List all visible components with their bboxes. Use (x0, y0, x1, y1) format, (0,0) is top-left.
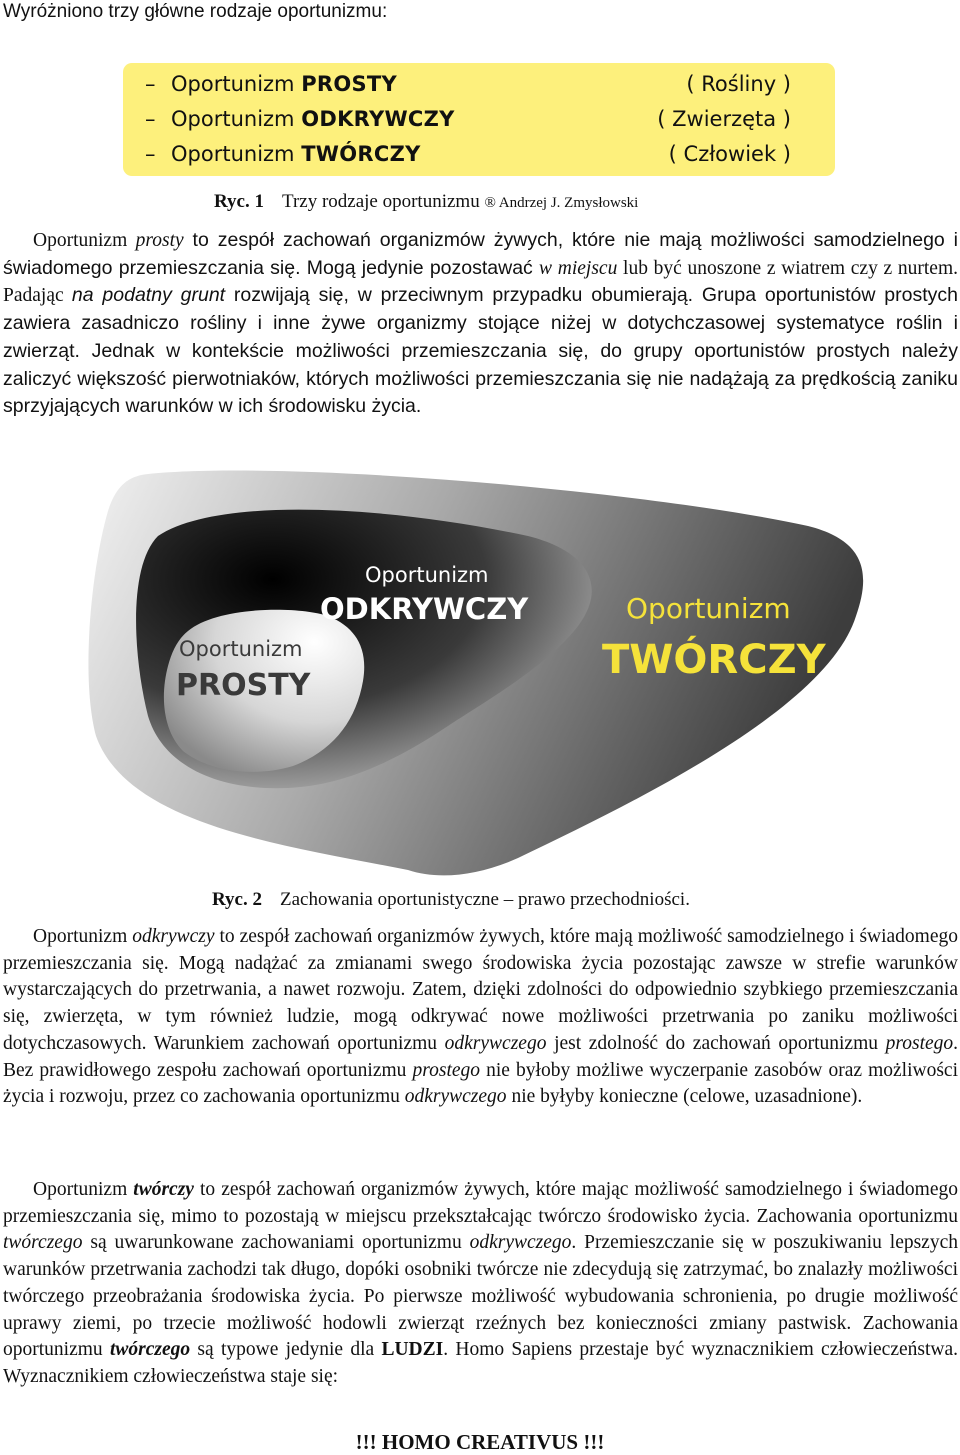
figure1-caption (214, 190, 638, 215)
term-italic: w miejscu (539, 257, 618, 279)
row-type: PROSTY (301, 72, 398, 96)
term-bold-italic: twórczy (133, 1179, 194, 1200)
row-type: TWÓRCZY (301, 142, 421, 166)
paragraph-tworczy (3, 1177, 958, 1391)
nested-opportunism-diagram (88, 466, 868, 878)
type-row-prosty (123, 68, 835, 102)
text-run: to zespół zachowań organizmów żywych, które mają możliwość samodzielnego i świadomego przemieszczania się. Mogą nadążać za zmianami swego środowiska życia pozostając zawsze w strefie warunków wystarczających do przetrwania, a nawet rozwoju. Zatem, dzięki zdolności do odpowiednio szybkiego przemieszczania się, zwierzęta, w tym również ludzie, mogą odkrywać nowe możliwości przetrwania po zaniku możliwości dotychczasowych. Warunkiem zachowań oportunizmu (3, 926, 959, 1054)
paragraph-odkrywczy (3, 924, 958, 1111)
text-run: rozwijają się, w przeciwnym przypadku obumierają. Grupa oportunistów prostych zawiera zasadniczo rośliny i inne żywe organizmy stojące niżej w dotychczasowej systematyce roślin i zwierząt. Jednak w kontekście możliwości przemieszczania się, do grupy oportunistów prostych należy zaliczyć większość pierwotniaków, których możliwości przemieszczania się nie nadążają za prędkością zaniku sprzyjających warunków w ich środowisku życia. (3, 284, 958, 418)
opportunism-types-box (123, 63, 835, 176)
prosty-line2: PROSTY (176, 668, 311, 703)
text-run: są typowe jedynie dla (190, 1339, 382, 1361)
row-prefix: Oportunizm (171, 72, 302, 96)
row-label (171, 72, 397, 96)
row-category: ( Zwierzęta ) (657, 107, 791, 131)
odkrywczy-line2: ODKRYWCZY (320, 592, 529, 626)
odkrywczy-line1: Oportunizm (365, 563, 489, 587)
term-italic: prostego (412, 1059, 481, 1081)
term-bold: LUDZI (381, 1339, 444, 1361)
homo-creativus-heading: !!! HOMO CREATIVUS !!! (355, 1430, 605, 1454)
text-run: lub być unoszone z wiatrem czy z nurtem. Padając (3, 257, 959, 307)
row-prefix: Oportunizm (171, 107, 302, 131)
caption-label: Ryc. 1 (214, 191, 264, 212)
text-run: jest zdolność do zachowań oportunizmu (546, 1032, 886, 1054)
caption-author: ® Andrzej J. Zmysłowski (484, 195, 639, 211)
row-prefix: Oportunizm (171, 142, 302, 166)
text-run: . Bez prawidłowego zespołu zachowań oportunizmu (3, 1032, 959, 1081)
term-italic: odkrywczego (469, 1232, 572, 1254)
row-label (171, 142, 421, 166)
prosty-line1: Oportunizm (179, 637, 303, 661)
intro-text: Wyróżniono trzy główne rodzaje oportunizmu: (3, 1, 388, 22)
term-italic: odkrywczy (132, 926, 215, 947)
text-run: . Przemieszczanie się w poszukiwaniu lepszych warunków przetrwania zachodzi tak długo, dopóki osobniki twórcze nie zdecydują się zatrzymać, bo znalazły możliwości twórczego przeobrażania środowiska życia. Po pierwsze możliwość wybudowania schronienia, po drugie możliwość uprawy ziemi, po trzecie możliwość hodowli zwierząt rzeźnych bez konieczności zmiany pastwisk. Zachowania oportunizmu (3, 1232, 958, 1361)
text-run: . Homo Sapiens przestaje być wyznacznikiem człowieczeństwa. Wyznacznikiem człowieczeństwa staje się: (3, 1339, 959, 1387)
text-run: to zespół zachowań organizmów żywych, które nie mają możliwości samodzielnego i świadomego przemieszczania się. Mogą jedynie pozostawać (3, 229, 959, 279)
term-italic: odkrywczego (404, 1086, 507, 1108)
tworczy-line1: Oportunizm (626, 592, 791, 625)
row-label (171, 107, 455, 131)
type-row-odkrywczy (123, 103, 835, 137)
row-category: ( Człowiek ) (668, 142, 791, 166)
text-run: Oportunizm (33, 230, 136, 251)
row-dash: – (145, 107, 156, 131)
row-dash: – (145, 142, 156, 166)
row-category: ( Rośliny ) (686, 72, 791, 96)
text-run: nie byłoby możliwe wyczerpanie zasobów oraz możliwości życia i rozwoju, przez co zachowania oportunizmu (3, 1059, 959, 1108)
text-run: Oportunizm (33, 1179, 134, 1200)
row-type: ODKRYWCZY (301, 107, 455, 131)
text-run: to zespół zachowań organizmów żywych, które mając możliwość samodzielnego i świadomego przemieszczania się, mimo to pozostają w miejscu przekształcając twórczo środowisko życia. Zachowania oportunizmu (3, 1179, 959, 1227)
term-italic: na podatny grunt (71, 284, 226, 307)
type-row-tworczy (123, 138, 835, 172)
text-run: nie byłyby konieczne (celowe, uzasadnione). (506, 1086, 863, 1108)
term-italic: prosty (135, 230, 184, 251)
text-run: Oportunizm (33, 926, 133, 947)
paragraph-prosty (3, 227, 958, 421)
term-bold-italic: twórczego (109, 1339, 191, 1361)
figure2-caption (212, 888, 690, 912)
term-italic: odkrywczego (444, 1032, 547, 1054)
tworczy-line2: TWÓRCZY (602, 637, 826, 683)
term-italic: prostego (885, 1032, 954, 1054)
caption-text: Zachowania oportunistyczne – prawo przechodniości. (280, 889, 690, 910)
text-run: są uwarunkowane zachowaniami oportunizmu (82, 1232, 470, 1254)
term-italic: twórczego (3, 1232, 83, 1254)
caption-text: Trzy rodzaje oportunizmu (282, 191, 480, 212)
row-dash: – (145, 72, 156, 96)
caption-label: Ryc. 2 (212, 889, 262, 910)
